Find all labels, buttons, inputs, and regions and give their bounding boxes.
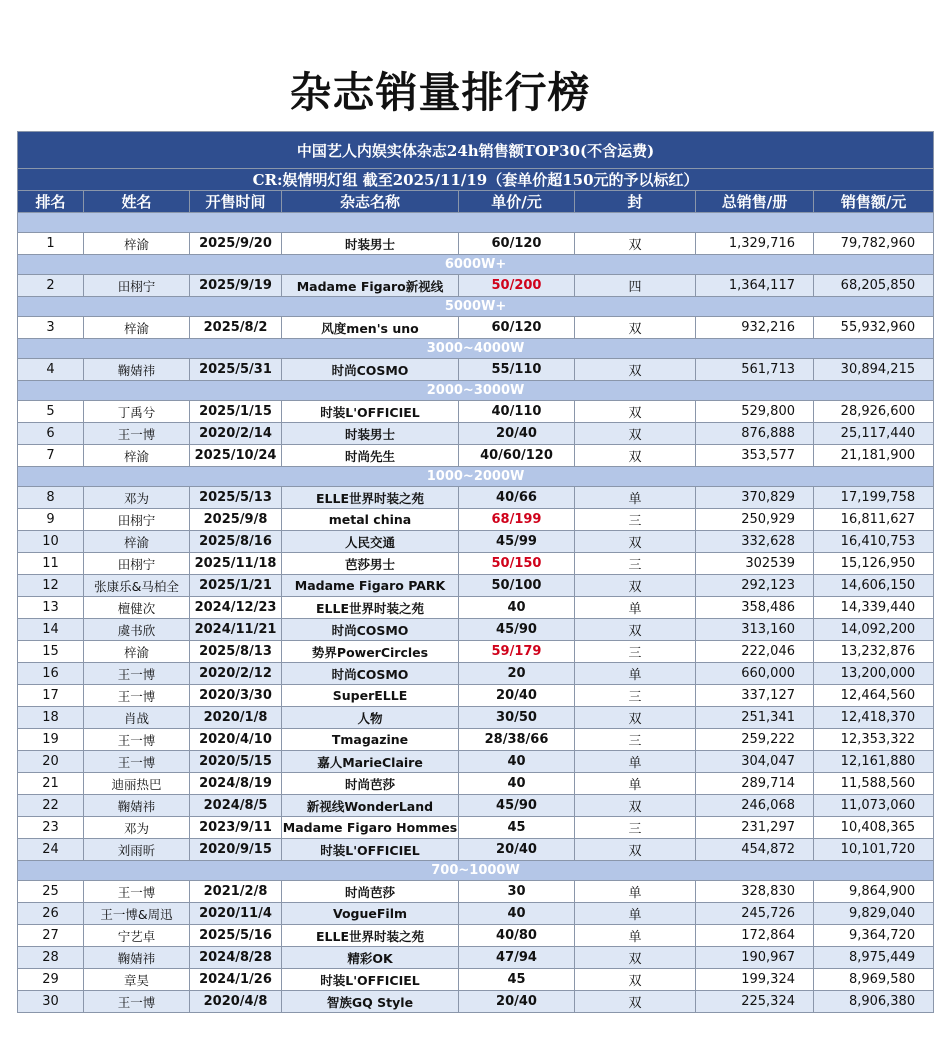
cell-price: 20/40 <box>459 423 575 445</box>
cell-units: 332,628 <box>696 531 814 553</box>
table-row <box>18 531 934 553</box>
cell-date: 2025/9/20 <box>190 233 282 255</box>
cell-units: 337,127 <box>696 685 814 707</box>
cell-units: 245,726 <box>696 903 814 925</box>
cell-date: 2025/5/13 <box>190 487 282 509</box>
cell-cover: 三 <box>575 641 696 663</box>
cell-rank: 6 <box>18 423 84 445</box>
cell-price: 45/90 <box>459 795 575 817</box>
cell-revenue: 12,464,560 <box>814 685 934 707</box>
cell-revenue: 10,101,720 <box>814 839 934 861</box>
cell-magazine: 时尚先生 <box>282 445 459 467</box>
cell-date: 2025/9/8 <box>190 509 282 531</box>
cell-date: 2020/2/14 <box>190 423 282 445</box>
cell-name: 梓渝 <box>84 233 190 255</box>
cell-magazine: 人民交通 <box>282 531 459 553</box>
cell-rank: 27 <box>18 925 84 947</box>
cell-price: 60/120 <box>459 317 575 339</box>
cell-date: 2025/8/13 <box>190 641 282 663</box>
cell-price: 45 <box>459 969 575 991</box>
cell-price: 20/40 <box>459 839 575 861</box>
cell-date: 2024/8/19 <box>190 773 282 795</box>
tier-label: 1000~2000W <box>18 467 934 487</box>
tier-row <box>18 297 934 317</box>
cell-units: 289,714 <box>696 773 814 795</box>
cell-date: 2020/11/4 <box>190 903 282 925</box>
cell-rank: 28 <box>18 947 84 969</box>
cell-rank: 18 <box>18 707 84 729</box>
cell-rank: 21 <box>18 773 84 795</box>
cell-magazine: Madame Figaro PARK <box>282 575 459 597</box>
cell-revenue: 12,161,880 <box>814 751 934 773</box>
cell-rank: 17 <box>18 685 84 707</box>
cell-rank: 19 <box>18 729 84 751</box>
cell-date: 2024/8/5 <box>190 795 282 817</box>
cell-revenue: 30,894,215 <box>814 359 934 381</box>
cell-date: 2025/5/16 <box>190 925 282 947</box>
table-row <box>18 969 934 991</box>
cell-rank: 25 <box>18 881 84 903</box>
cell-date: 2024/8/28 <box>190 947 282 969</box>
cell-rank: 10 <box>18 531 84 553</box>
table-row <box>18 641 934 663</box>
cell-cover: 单 <box>575 925 696 947</box>
cell-cover: 双 <box>575 707 696 729</box>
cell-magazine: 势界PowerCircles <box>282 641 459 663</box>
cell-cover: 三 <box>575 817 696 839</box>
cell-cover: 三 <box>575 685 696 707</box>
cell-magazine: 时装男士 <box>282 233 459 255</box>
cell-magazine: Madame Figaro新视线 <box>282 275 459 297</box>
table-row <box>18 509 934 531</box>
cell-revenue: 8,975,449 <box>814 947 934 969</box>
cell-date: 2025/10/24 <box>190 445 282 467</box>
cell-magazine: 时装L'OFFICIEL <box>282 969 459 991</box>
col-header-price: 单价/元 <box>459 191 575 213</box>
cell-cover: 双 <box>575 531 696 553</box>
cell-cover: 双 <box>575 233 696 255</box>
cell-units: 370,829 <box>696 487 814 509</box>
cell-rank: 30 <box>18 991 84 1013</box>
cell-price: 40 <box>459 597 575 619</box>
table-subtitle: CR:娱情明灯组 截至2025/11/19（套单价超150元的予以标红） <box>18 169 934 191</box>
col-header-date: 开售时间 <box>190 191 282 213</box>
cell-magazine: 人物 <box>282 707 459 729</box>
cell-name: 虞书欣 <box>84 619 190 641</box>
cell-date: 2025/5/31 <box>190 359 282 381</box>
cell-cover: 双 <box>575 401 696 423</box>
col-header-cover: 封 <box>575 191 696 213</box>
cell-revenue: 8,969,580 <box>814 969 934 991</box>
cell-rank: 12 <box>18 575 84 597</box>
cell-cover: 三 <box>575 509 696 531</box>
cell-price: 40 <box>459 773 575 795</box>
table-row <box>18 991 934 1013</box>
cell-rank: 8 <box>18 487 84 509</box>
tier-label: 5000W+ <box>18 297 934 317</box>
cell-units: 561,713 <box>696 359 814 381</box>
cell-rank: 26 <box>18 903 84 925</box>
table-row <box>18 947 934 969</box>
cell-magazine: 嘉人MarieClaire <box>282 751 459 773</box>
cell-rank: 4 <box>18 359 84 381</box>
cell-cover: 单 <box>575 881 696 903</box>
cell-rank: 20 <box>18 751 84 773</box>
cell-price: 45 <box>459 817 575 839</box>
cell-units: 353,577 <box>696 445 814 467</box>
cell-revenue: 55,932,960 <box>814 317 934 339</box>
cell-units: 251,341 <box>696 707 814 729</box>
cell-units: 199,324 <box>696 969 814 991</box>
cell-cover: 单 <box>575 903 696 925</box>
cell-revenue: 14,339,440 <box>814 597 934 619</box>
cell-revenue: 13,200,000 <box>814 663 934 685</box>
cell-cover: 双 <box>575 795 696 817</box>
table-row <box>18 751 934 773</box>
tier-label: 700~1000W <box>18 861 934 881</box>
cell-price: 20/40 <box>459 991 575 1013</box>
cell-magazine: metal china <box>282 509 459 531</box>
cell-rank: 7 <box>18 445 84 467</box>
tier-label: 2000~3000W <box>18 381 934 401</box>
cell-name: 王一博 <box>84 991 190 1013</box>
cell-cover: 单 <box>575 751 696 773</box>
cell-rank: 9 <box>18 509 84 531</box>
column-header-row <box>18 191 934 213</box>
cell-rank: 1 <box>18 233 84 255</box>
cell-cover: 双 <box>575 947 696 969</box>
cell-revenue: 12,353,322 <box>814 729 934 751</box>
tier-row <box>18 255 934 275</box>
cell-cover: 双 <box>575 423 696 445</box>
cell-rank: 11 <box>18 553 84 575</box>
cell-units: 1,364,117 <box>696 275 814 297</box>
cell-date: 2024/12/23 <box>190 597 282 619</box>
cell-date: 2025/8/2 <box>190 317 282 339</box>
cell-date: 2020/2/12 <box>190 663 282 685</box>
cell-date: 2025/1/21 <box>190 575 282 597</box>
cell-revenue: 79,782,960 <box>814 233 934 255</box>
cell-name: 王一博 <box>84 423 190 445</box>
cell-units: 1,329,716 <box>696 233 814 255</box>
cell-revenue: 17,199,758 <box>814 487 934 509</box>
table-row <box>18 817 934 839</box>
table-row <box>18 423 934 445</box>
cell-cover: 四 <box>575 275 696 297</box>
cell-units: 259,222 <box>696 729 814 751</box>
tier-row <box>18 467 934 487</box>
cell-units: 246,068 <box>696 795 814 817</box>
cell-date: 2021/2/8 <box>190 881 282 903</box>
cell-revenue: 9,864,900 <box>814 881 934 903</box>
col-header-name: 姓名 <box>84 191 190 213</box>
cell-units: 304,047 <box>696 751 814 773</box>
cell-magazine: 时尚COSMO <box>282 619 459 641</box>
cell-magazine: ELLE世界时装之苑 <box>282 597 459 619</box>
tier-label: 3000~4000W <box>18 339 934 359</box>
cell-revenue: 21,181,900 <box>814 445 934 467</box>
cell-name: 田栩宁 <box>84 275 190 297</box>
cell-rank: 22 <box>18 795 84 817</box>
cell-name: 迪丽热巴 <box>84 773 190 795</box>
table-row <box>18 839 934 861</box>
cell-revenue: 12,418,370 <box>814 707 934 729</box>
cell-magazine: 芭莎男士 <box>282 553 459 575</box>
cell-cover: 双 <box>575 991 696 1013</box>
tier-row <box>18 339 934 359</box>
cell-revenue: 9,829,040 <box>814 903 934 925</box>
cell-date: 2025/11/18 <box>190 553 282 575</box>
table-row <box>18 795 934 817</box>
table-row <box>18 401 934 423</box>
cell-price: 40 <box>459 751 575 773</box>
cell-units: 172,864 <box>696 925 814 947</box>
tier-row <box>18 381 934 401</box>
cell-price: 28/38/66 <box>459 729 575 751</box>
cell-date: 2025/8/16 <box>190 531 282 553</box>
cell-units: 358,486 <box>696 597 814 619</box>
cell-name: 檀健次 <box>84 597 190 619</box>
cell-cover: 双 <box>575 359 696 381</box>
page-title: 杂志销量排行榜 <box>289 68 591 117</box>
cell-cover: 单 <box>575 597 696 619</box>
cell-name: 王一博&周迅 <box>84 903 190 925</box>
tier-label <box>18 213 934 233</box>
table-row <box>18 317 934 339</box>
cell-revenue: 14,092,200 <box>814 619 934 641</box>
cell-date: 2023/9/11 <box>190 817 282 839</box>
cell-rank: 13 <box>18 597 84 619</box>
cell-price: 50/200 <box>459 275 575 297</box>
cell-price: 30 <box>459 881 575 903</box>
cell-name: 邓为 <box>84 487 190 509</box>
cell-magazine: 精彩OK <box>282 947 459 969</box>
cell-date: 2020/9/15 <box>190 839 282 861</box>
cell-name: 梓渝 <box>84 445 190 467</box>
cell-date: 2025/1/15 <box>190 401 282 423</box>
cell-revenue: 25,117,440 <box>814 423 934 445</box>
cell-units: 222,046 <box>696 641 814 663</box>
cell-name: 梓渝 <box>84 641 190 663</box>
table-row <box>18 575 934 597</box>
table-row <box>18 275 934 297</box>
cell-name: 肖战 <box>84 707 190 729</box>
cell-rank: 3 <box>18 317 84 339</box>
cell-name: 刘雨昕 <box>84 839 190 861</box>
cell-name: 王一博 <box>84 685 190 707</box>
cell-magazine: 时装L'OFFICIEL <box>282 401 459 423</box>
table-row <box>18 925 934 947</box>
cell-name: 鞠婧祎 <box>84 359 190 381</box>
cell-date: 2020/1/8 <box>190 707 282 729</box>
cell-magazine: ELLE世界时装之苑 <box>282 925 459 947</box>
cell-units: 454,872 <box>696 839 814 861</box>
cell-cover: 单 <box>575 773 696 795</box>
cell-date: 2025/9/19 <box>190 275 282 297</box>
table-row <box>18 445 934 467</box>
cell-magazine: 风度men's uno <box>282 317 459 339</box>
cell-magazine: ELLE世界时装之苑 <box>282 487 459 509</box>
cell-price: 40/80 <box>459 925 575 947</box>
table-subtitle-row <box>18 169 934 191</box>
sales-ranking-table <box>17 131 933 1013</box>
cell-revenue: 11,588,560 <box>814 773 934 795</box>
cell-units: 876,888 <box>696 423 814 445</box>
cell-name: 王一博 <box>84 729 190 751</box>
cell-rank: 29 <box>18 969 84 991</box>
cell-units: 313,160 <box>696 619 814 641</box>
cell-cover: 双 <box>575 839 696 861</box>
cell-price: 40/60/120 <box>459 445 575 467</box>
cell-date: 2020/4/8 <box>190 991 282 1013</box>
cell-date: 2020/4/10 <box>190 729 282 751</box>
table-row <box>18 487 934 509</box>
col-header-rank: 排名 <box>18 191 84 213</box>
cell-name: 鞠婧祎 <box>84 795 190 817</box>
cell-name: 梓渝 <box>84 531 190 553</box>
cell-cover: 双 <box>575 575 696 597</box>
cell-name: 梓渝 <box>84 317 190 339</box>
cell-date: 2024/1/26 <box>190 969 282 991</box>
cell-name: 丁禹兮 <box>84 401 190 423</box>
cell-revenue: 9,364,720 <box>814 925 934 947</box>
cell-date: 2020/3/30 <box>190 685 282 707</box>
cell-units: 932,216 <box>696 317 814 339</box>
cell-revenue: 15,126,950 <box>814 553 934 575</box>
cell-units: 292,123 <box>696 575 814 597</box>
cell-magazine: 新视线WonderLand <box>282 795 459 817</box>
cell-revenue: 14,606,150 <box>814 575 934 597</box>
cell-price: 45/99 <box>459 531 575 553</box>
col-header-units: 总销售/册 <box>696 191 814 213</box>
cell-price: 45/90 <box>459 619 575 641</box>
cell-price: 59/179 <box>459 641 575 663</box>
table-row <box>18 359 934 381</box>
cell-rank: 23 <box>18 817 84 839</box>
cell-name: 邓为 <box>84 817 190 839</box>
cell-name: 章昊 <box>84 969 190 991</box>
tier-row <box>18 213 934 233</box>
cell-price: 50/100 <box>459 575 575 597</box>
cell-revenue: 68,205,850 <box>814 275 934 297</box>
cell-date: 2024/11/21 <box>190 619 282 641</box>
cell-name: 宁艺卓 <box>84 925 190 947</box>
cell-cover: 双 <box>575 969 696 991</box>
cell-revenue: 16,811,627 <box>814 509 934 531</box>
cell-name: 王一博 <box>84 663 190 685</box>
cell-magazine: 时装男士 <box>282 423 459 445</box>
cell-cover: 单 <box>575 663 696 685</box>
tier-label: 6000W+ <box>18 255 934 275</box>
cell-price: 60/120 <box>459 233 575 255</box>
cell-name: 王一博 <box>84 751 190 773</box>
cell-revenue: 28,926,600 <box>814 401 934 423</box>
cell-date: 2020/5/15 <box>190 751 282 773</box>
cell-units: 660,000 <box>696 663 814 685</box>
tier-row <box>18 861 934 881</box>
cell-price: 20/40 <box>459 685 575 707</box>
table-row <box>18 597 934 619</box>
cell-magazine: Tmagazine <box>282 729 459 751</box>
cell-magazine: 时尚芭莎 <box>282 881 459 903</box>
cell-name: 田栩宁 <box>84 553 190 575</box>
cell-price: 50/150 <box>459 553 575 575</box>
cell-rank: 16 <box>18 663 84 685</box>
cell-magazine: 智族GQ Style <box>282 991 459 1013</box>
table-banner-row <box>18 132 934 169</box>
cell-name: 王一博 <box>84 881 190 903</box>
cell-price: 40/66 <box>459 487 575 509</box>
cell-rank: 15 <box>18 641 84 663</box>
cell-rank: 2 <box>18 275 84 297</box>
table-row <box>18 233 934 255</box>
cell-units: 231,297 <box>696 817 814 839</box>
cell-revenue: 11,073,060 <box>814 795 934 817</box>
cell-price: 30/50 <box>459 707 575 729</box>
table-row <box>18 663 934 685</box>
cell-cover: 三 <box>575 729 696 751</box>
col-header-magazine: 杂志名称 <box>282 191 459 213</box>
table-row <box>18 685 934 707</box>
table-row <box>18 903 934 925</box>
cell-cover: 双 <box>575 445 696 467</box>
cell-price: 40/110 <box>459 401 575 423</box>
cell-name: 田栩宁 <box>84 509 190 531</box>
table-row <box>18 729 934 751</box>
table-row <box>18 881 934 903</box>
cell-revenue: 13,232,876 <box>814 641 934 663</box>
cell-units: 190,967 <box>696 947 814 969</box>
table-row <box>18 619 934 641</box>
cell-price: 68/199 <box>459 509 575 531</box>
cell-units: 328,830 <box>696 881 814 903</box>
col-header-revenue: 销售额/元 <box>814 191 934 213</box>
cell-price: 40 <box>459 903 575 925</box>
cell-cover: 三 <box>575 553 696 575</box>
cell-magazine: 时装L'OFFICIEL <box>282 839 459 861</box>
cell-units: 225,324 <box>696 991 814 1013</box>
cell-cover: 双 <box>575 619 696 641</box>
table-row <box>18 773 934 795</box>
cell-magazine: 时尚COSMO <box>282 663 459 685</box>
cell-revenue: 8,906,380 <box>814 991 934 1013</box>
cell-rank: 14 <box>18 619 84 641</box>
cell-cover: 双 <box>575 317 696 339</box>
cell-units: 302539 <box>696 553 814 575</box>
cell-name: 鞠婧祎 <box>84 947 190 969</box>
cell-price: 55/110 <box>459 359 575 381</box>
cell-magazine: 时尚COSMO <box>282 359 459 381</box>
cell-cover: 单 <box>575 487 696 509</box>
cell-revenue: 10,408,365 <box>814 817 934 839</box>
cell-magazine: SuperELLE <box>282 685 459 707</box>
table-row <box>18 553 934 575</box>
table-banner: 中国艺人内娱实体杂志24h销售额TOP30(不含运费) <box>18 132 934 169</box>
cell-name: 张康乐&马柏全 <box>84 575 190 597</box>
cell-magazine: 时尚芭莎 <box>282 773 459 795</box>
cell-magazine: Madame Figaro Hommes <box>282 817 459 839</box>
cell-price: 20 <box>459 663 575 685</box>
cell-rank: 5 <box>18 401 84 423</box>
cell-rank: 24 <box>18 839 84 861</box>
cell-units: 250,929 <box>696 509 814 531</box>
cell-revenue: 16,410,753 <box>814 531 934 553</box>
table-row <box>18 707 934 729</box>
cell-price: 47/94 <box>459 947 575 969</box>
cell-units: 529,800 <box>696 401 814 423</box>
cell-magazine: VogueFilm <box>282 903 459 925</box>
